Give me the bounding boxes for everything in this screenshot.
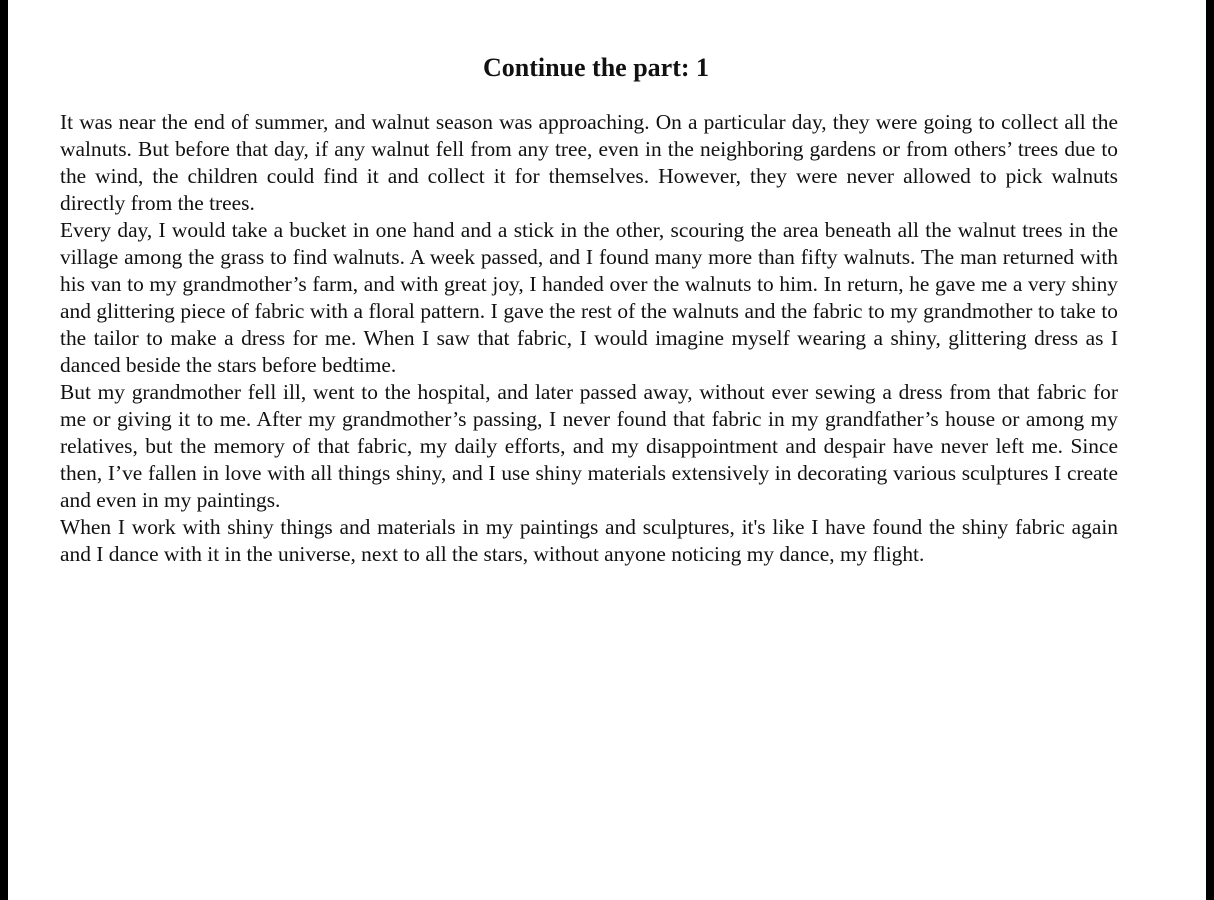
document-body	[60, 109, 1118, 568]
paragraph: When I work with shiny things and materials in my paintings and sculptures, it's like I have found the shiny fabric again and I dance with it in the universe, next to all the stars, without anyone noticing my dance, my flight.	[60, 515, 1118, 566]
paragraph: But my grandmother fell ill, went to the hospital, and later passed away, without ever sewing a dress from that fabric for me or giving it to me. After my grandmother’s passing, I never found that fabric in my grandfather’s house or among my relatives, but the memory of that fabric, my daily efforts, and my disappointment and despair have never left me. Since then, I’ve fallen in love with all things shiny, and I use shiny materials extensively in decorating various sculptures I create and even in my paintings.	[60, 380, 1118, 512]
document-page	[8, 0, 1206, 900]
paragraph: It was near the end of summer, and walnut season was approaching. On a particular day, they were going to collect all the walnuts. But before that day, if any walnut fell from any tree, even in the neighboring gardens or from others’ trees due to the wind, the children could find it and collect it for themselves. However, they were never allowed to pick walnuts directly from the trees.	[60, 110, 1118, 215]
document-title: Continue the part: 1	[482, 53, 710, 82]
paragraph: Every day, I would take a bucket in one hand and a stick in the other, scouring the area beneath all the walnut trees in the village among the grass to find walnuts. A week passed, and I found many more than fifty walnuts. The man returned with his van to my grandmother’s farm, and with great joy, I handed over the walnuts to him. In return, he gave me a very shiny and glittering piece of fabric with a floral pattern. I gave the rest of the walnuts and the fabric to my grandmother to take to the tailor to make a dress for me. When I saw that fabric, I would imagine myself wearing a shiny, glittering dress as I danced beside the stars before bedtime.	[60, 218, 1118, 377]
